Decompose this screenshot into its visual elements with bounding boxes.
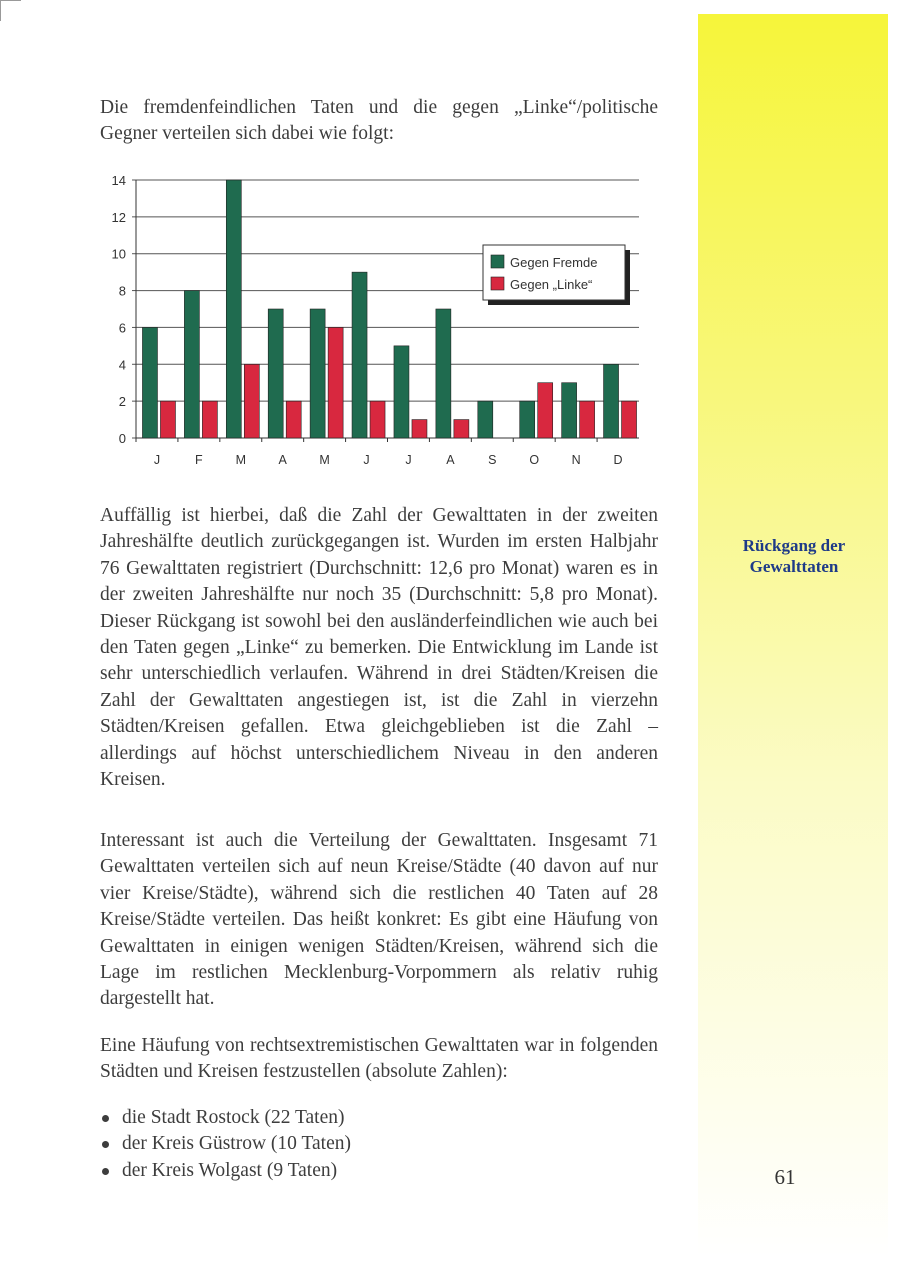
legend-swatch	[491, 255, 504, 268]
margin-highlight-band	[698, 14, 888, 1257]
bar	[394, 346, 409, 438]
x-tick-label: N	[571, 453, 581, 467]
y-tick-label: 12	[111, 209, 126, 225]
list-item: der Kreis Güstrow (10 Taten)	[100, 1131, 658, 1157]
bar	[268, 309, 283, 438]
paragraph-distribution: Interessant ist auch die Verteilung der Gewalttaten. Insgesamt 71 Gewalttaten verteilen sich auf neun Kreise/Städte (40 davon auf nur vier Kreise/Städte), während sich die restlichen 40 Taten auf 28 Kreise/Städte verteilen. Das heißt konkret: Es gibt eine Häufung von Gewalttaten in einigen wenigen Städten/Kreisen, während sich die Lage im restlichen Mecklenburg-Vorpommern als relativ ruhig dargestellt hat.	[100, 830, 658, 1010]
bar	[562, 383, 577, 438]
x-tick-label: F	[195, 453, 203, 467]
x-tick-label: M	[319, 453, 330, 467]
bar	[412, 420, 427, 438]
bar	[436, 309, 451, 438]
bar	[160, 401, 175, 438]
bar	[202, 401, 217, 438]
bar	[352, 272, 367, 438]
bar	[538, 383, 553, 438]
bullet-dot	[102, 1141, 109, 1148]
margin-note: Rückgang der Gewalttaten	[742, 536, 846, 576]
crop-mark	[0, 0, 21, 21]
district-list	[100, 1105, 658, 1184]
x-tick-label: D	[613, 453, 623, 467]
y-tick-label: 10	[111, 246, 126, 262]
legend-label: Gegen „Linke“	[510, 277, 593, 292]
bar	[454, 420, 469, 438]
bar	[520, 401, 535, 438]
chart-svg	[100, 170, 660, 470]
legend-swatch	[491, 277, 504, 290]
intro-paragraph: Die fremdenfeindlichen Taten und die gegen „Linke“/politische Gegner verteilen sich dabei wie folgt:	[100, 97, 658, 145]
y-tick-label: 14	[111, 173, 126, 188]
bar	[604, 364, 619, 438]
x-tick-label: J	[363, 453, 370, 467]
bar	[310, 309, 325, 438]
bar	[184, 291, 199, 438]
bar	[286, 401, 301, 438]
bar	[142, 327, 157, 438]
x-tick-label: A	[446, 453, 455, 467]
bar	[370, 401, 385, 438]
y-tick-label: 0	[118, 431, 126, 446]
x-tick-label: J	[153, 453, 161, 467]
bar	[226, 180, 241, 438]
y-tick-label: 2	[118, 394, 126, 410]
monthly-violence-bar-chart	[100, 170, 660, 470]
x-tick-label: A	[278, 453, 287, 467]
bar	[244, 364, 259, 438]
x-tick-label: S	[488, 453, 497, 467]
x-tick-label: M	[235, 453, 247, 467]
bar	[580, 401, 595, 438]
paragraph-decline: Auffällig ist hierbei, daß die Zahl der Gewalttaten in der zweiten Jahreshälfte deutlich zurückgegangen ist. Wurden im ersten Halbjahr 76 Gewalttaten registriert (Durchschnitt: 12,6 pro Monat) waren es in der zweiten Jahreshälfte nur noch 35 (Durchschnitt: 5,8 pro Monat). Dieser Rückgang ist sowohl bei den ausländerfeindlichen wie auch bei den Taten gegen „Linke“ zu bemerken. Die Entwicklung im Lande ist sehr unterschiedlich verlaufen. Während in drei Städten/Kreisen die Zahl der Gewalttaten angestiegen ist, ist die Zahl in vierzehn Städten/Kreisen gefallen. Etwa gleichgeblieben ist die Zahl – allerdings auf höchst unterschiedlichem Niveau in den anderen Kreisen.	[100, 505, 658, 791]
paragraph-concentration: Eine Häufung von rechtsextremistischen Gewalttaten war in folgenden Städten und Kreisen festzustellen (absolute Zahlen):	[100, 1035, 658, 1083]
x-tick-label: O	[529, 453, 540, 467]
x-tick-label: J	[405, 453, 412, 467]
page-number: 61	[774, 1165, 796, 1189]
legend-label: Gegen Fremde	[510, 255, 598, 270]
list-item: die Stadt Rostock (22 Taten)	[100, 1105, 658, 1131]
y-tick-label: 6	[118, 320, 126, 336]
bar	[622, 401, 637, 438]
list-item: der Kreis Wolgast (9 Taten)	[100, 1158, 658, 1184]
y-tick-label: 8	[118, 283, 126, 299]
y-tick-label: 4	[118, 357, 126, 373]
bullet-dot	[102, 1115, 109, 1122]
bullet-dot	[102, 1168, 109, 1175]
bar	[328, 327, 343, 438]
bar	[478, 401, 493, 438]
